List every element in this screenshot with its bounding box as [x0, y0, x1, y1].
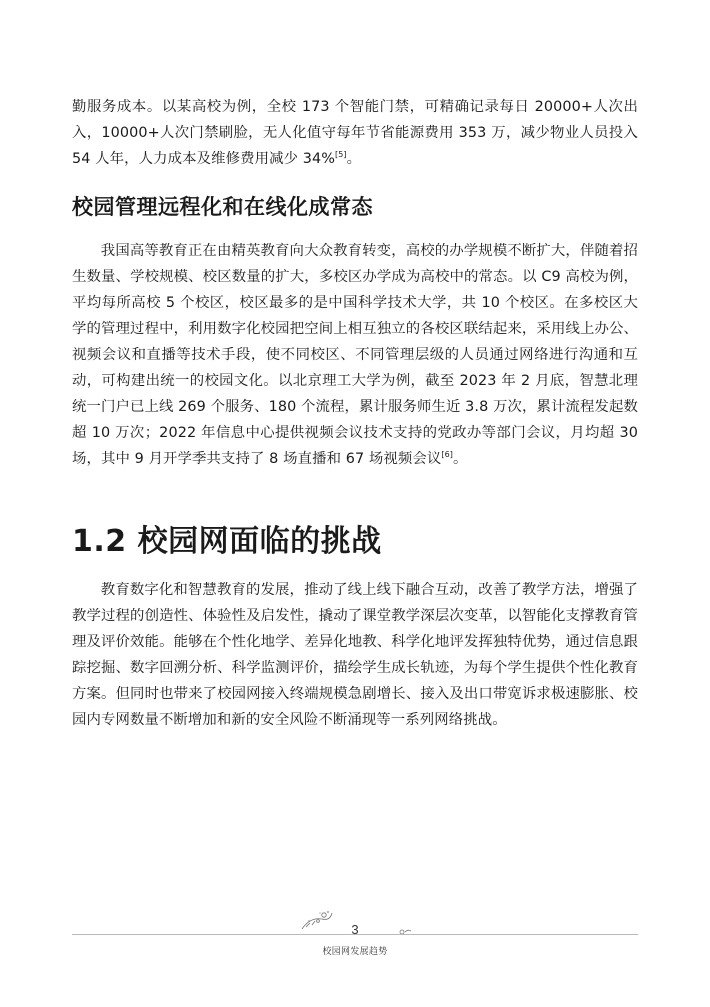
- section-heading-block: [72, 522, 638, 562]
- page-number: 3: [351, 922, 359, 937]
- footer-running-title: 校园网发展趋势: [322, 947, 388, 957]
- footer-divider: [72, 934, 638, 935]
- citation-6[interactable]: [6]: [441, 450, 454, 459]
- subsection-title: 校园管理远程化和在线化成常态: [72, 195, 373, 219]
- multicampus-paragraph-block: [72, 238, 638, 472]
- challenges-paragraph-block: [72, 577, 638, 733]
- section-title: 1.2 校园网面临的挑战: [72, 524, 382, 559]
- challenges-paragraph: 教育数字化和智慧教育的发展，推动了线上线下融合互动，改善了教学方法，增强了教学过程的创造性、体验性及启发性，撬动了课堂教学深层次变革，以智能化支撑教育管理及评价效能。能够在个性化地学、差异化地教、科学化地评发挥独特优势，通过信息跟踪挖掘、数字回溯分析、科学监测评价，描绘学生成长轨迹，为每个学生提供个性化教育方案。但同时也带来了校园网接入终端规模急剧增长、接入及出口带宽诉求极速膨胀、校园内专网数量不断增加和新的安全风险不断涌现等一系列网络挑战。: [72, 582, 638, 728]
- subsection-heading-block: [72, 192, 638, 222]
- citation-5[interactable]: [5]: [335, 150, 347, 159]
- intro-paragraph-block: [72, 94, 638, 172]
- multicampus-paragraph: 我国高等教育正在由精英教育向大众教育转变，高校的办学规模不断扩大，伴随着招生数量、学校规模、校区数量的扩大，多校区办学成为高校中的常态。以 C9 高校为例，平均每所高校 5 个校区，校区最多的是中国科学技术大学，共 10 个校区。在多校区大学的管理过程中，利用数字化校园把空间上相互独立的各校区联结起来，采用线上办公、视频会议和直播等技术手段，使不同校区、不同管理层级的人员通过网络进行沟通和互动，可构建出统一的校园文化。以北京理工大学为例，截至 2023 年 2 月底，智慧北理统一门户已上线 269 个服务、180 个流程，累计服务师生近 3.8 万次，累计流程发起数超 10 万次；2022 年信息中心提供视频会议技术支持的党政办等部门会议，月均超 30 场，其中 9 月开学季共支持了 8 场直播和 67 场视频会议[6]。: [72, 243, 638, 467]
- intro-paragraph: 勤服务成本。以某高校为例，全校 173 个智能门禁，可精确记录每日 20000+人次出入，10000+人次门禁刷脸，无人化值守每年节省能源费用 353 万，减少物业人员投入 54 人年，人力成本及维修费用减少 34%[5]。: [72, 99, 638, 167]
